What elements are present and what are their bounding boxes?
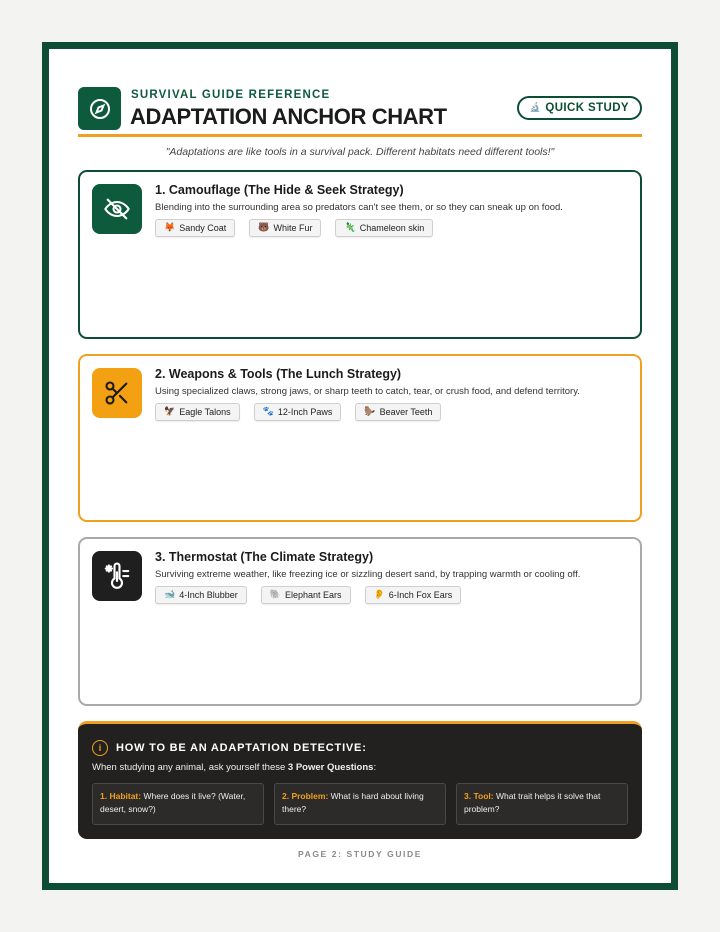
example-chip	[365, 586, 462, 604]
example-chip	[249, 219, 321, 237]
header-kicker: SURVIVAL GUIDE REFERENCE	[131, 89, 331, 101]
card-description: Surviving extreme weather, like freezing ice or sizzling desert sand, by trapping warmth or cooling off.	[155, 569, 581, 580]
detective-intro	[92, 762, 376, 773]
card-title: 2. Weapons & Tools (The Lunch Strategy)	[155, 367, 402, 381]
whale-icon: 🐋	[164, 590, 176, 600]
thermometer-snowflake-icon	[92, 551, 142, 601]
card-description: Using specialized claws, strong jaws, or sharp teeth to catch, tear, or crush food, and defend territory.	[155, 386, 580, 397]
question-tool	[456, 783, 628, 825]
intro-colon: :	[373, 762, 377, 773]
chip-label: White Fur	[273, 223, 313, 233]
example-chip	[355, 403, 441, 421]
paw-icon: 🐾	[262, 407, 274, 417]
page-frame	[42, 42, 678, 890]
intro-quote: "Adaptations are like tools in a survival pack. Different habitats need different tools!"	[165, 146, 555, 158]
chip-label: 12-Inch Paws	[277, 407, 333, 417]
chip-label: Sandy Coat	[179, 223, 227, 233]
microscope-icon: 🔬	[529, 103, 542, 113]
chip-label: Beaver Teeth	[379, 407, 433, 417]
card-title: 3. Thermostat (The Climate Strategy)	[155, 550, 374, 564]
compass-icon	[78, 87, 121, 130]
example-chips	[155, 586, 475, 604]
example-chip	[155, 219, 235, 237]
quick-study-badge[interactable]	[517, 96, 642, 120]
question-habitat	[92, 783, 264, 825]
detective-title: HOW TO BE AN ADAPTATION DETECTIVE:	[116, 742, 367, 754]
chip-label: Eagle Talons	[179, 407, 231, 417]
beaver-icon: 🦫	[364, 407, 376, 417]
ear-icon: 👂	[373, 590, 385, 600]
page-title: ADAPTATION ANCHOR CHART	[130, 104, 447, 129]
question-key: 3. Tool:	[464, 791, 494, 801]
bear-icon: 🐻	[258, 223, 270, 233]
camouflage-card	[78, 170, 642, 339]
elephant-icon: 🐘	[269, 590, 281, 600]
lizard-icon: 🦎	[344, 223, 356, 233]
example-chip	[254, 403, 342, 421]
intro-text: When studying any animal, ask yourself these	[92, 762, 288, 773]
question-problem	[274, 783, 446, 825]
question-text: What is hard about living there?	[282, 791, 424, 814]
question-text: Where does it live? (Water, desert, snow?)	[100, 791, 246, 814]
header-divider	[78, 134, 642, 137]
page-footer: PAGE 2: STUDY GUIDE	[297, 849, 423, 859]
card-title: 1. Camouflage (The Hide & Seek Strategy)	[155, 183, 404, 197]
eye-off-icon	[92, 184, 142, 234]
quick-study-label: QUICK STUDY	[545, 102, 629, 114]
header	[78, 81, 642, 141]
fox-icon: 🦊	[164, 223, 176, 233]
chip-label: Chameleon skin	[359, 223, 425, 233]
eagle-icon: 🦅	[164, 407, 176, 417]
weapons-tools-card	[78, 354, 642, 522]
intro-bold: 3 Power Questions	[287, 762, 374, 773]
question-text: What trait helps it solve that problem?	[464, 791, 601, 814]
chip-label: 4-Inch Blubber	[179, 590, 238, 600]
example-chip	[155, 586, 247, 604]
detective-panel	[78, 721, 642, 839]
example-chip	[155, 403, 240, 421]
example-chip	[261, 586, 351, 604]
chip-label: Elephant Ears	[284, 590, 342, 600]
info-icon: i	[92, 740, 108, 756]
question-key: 2. Problem:	[282, 791, 329, 801]
scissors-icon	[92, 368, 142, 418]
card-description: Blending into the surrounding area so predators can't see them, or so they can sneak up on food.	[155, 202, 563, 213]
example-chip	[335, 219, 433, 237]
example-chips	[155, 219, 447, 237]
example-chips	[155, 403, 455, 421]
thermostat-card	[78, 537, 642, 706]
question-key: 1. Habitat:	[100, 791, 142, 801]
chip-label: 6-Inch Fox Ears	[388, 590, 453, 600]
